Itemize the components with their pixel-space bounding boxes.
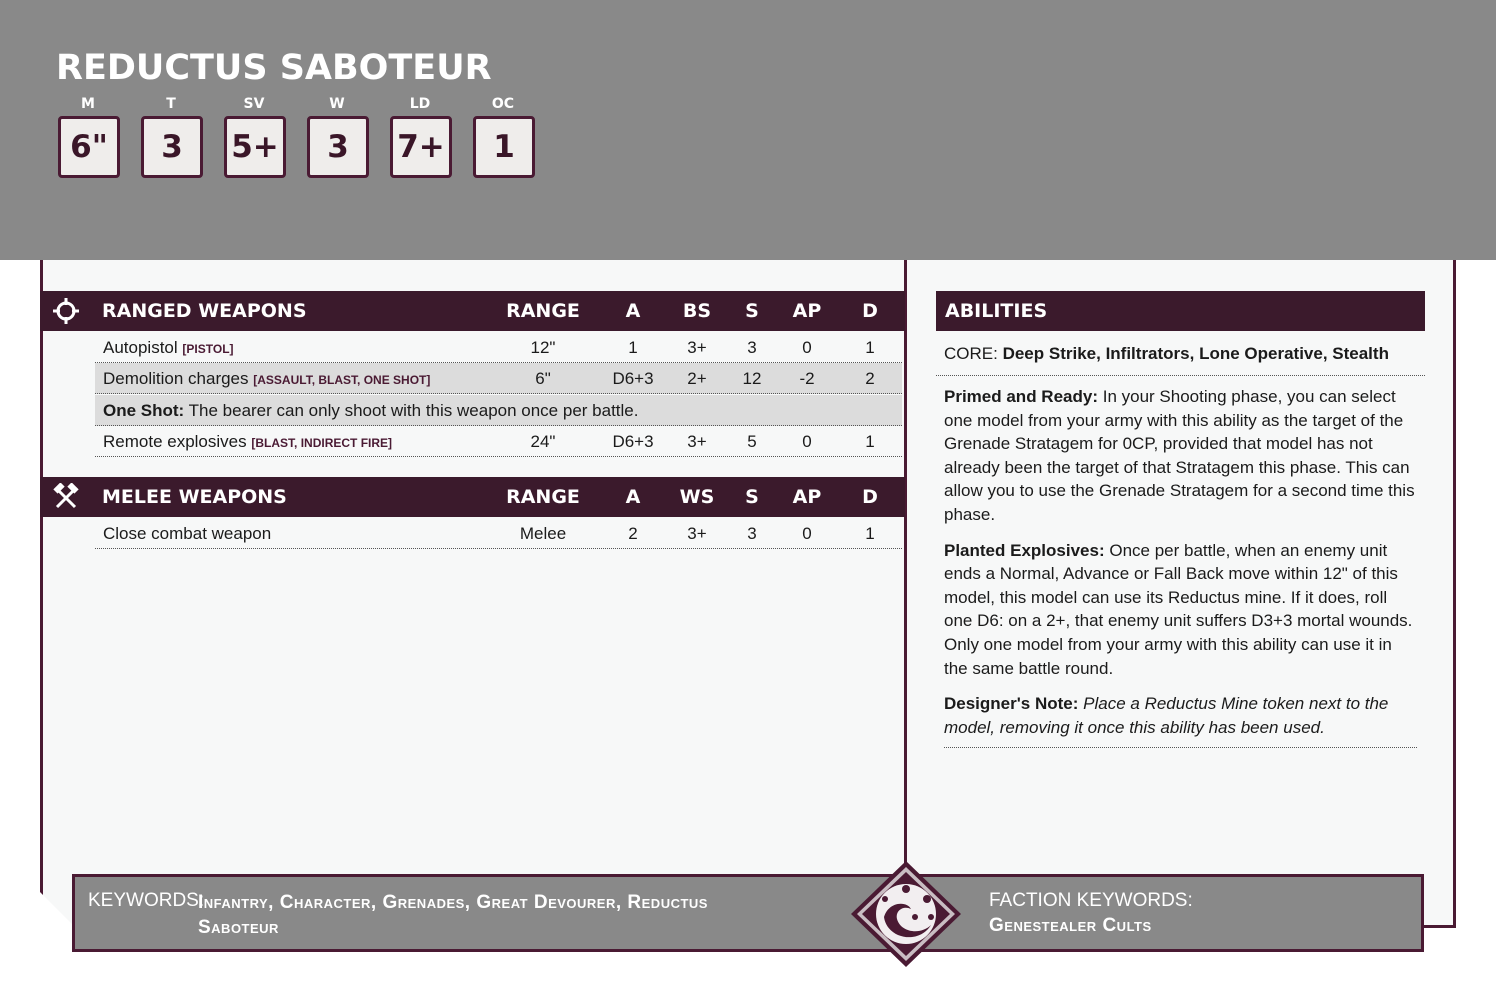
- cell-a: 1: [628, 338, 638, 357]
- weapon-keywords: [ASSAULT, BLAST, ONE SHOT]: [253, 373, 431, 387]
- weapon-row-close-combat-weapon: [95, 518, 902, 549]
- cell-range: 12": [530, 338, 556, 357]
- keywords-values: Infantry, Character, Grenades, Great Devourer, Reductus Saboteur: [198, 892, 708, 938]
- stat-value: 1: [473, 116, 535, 178]
- weapon-name: [103, 363, 430, 396]
- cell-s: 3: [747, 338, 757, 357]
- stat-value: 6": [58, 116, 120, 178]
- core-label: CORE:: [944, 344, 998, 363]
- stat-w: [307, 94, 369, 178]
- cell-a: 2: [628, 524, 638, 543]
- unit-header: [0, 0, 1496, 260]
- weapon-row-remote-explosives: [95, 426, 902, 457]
- cell-a: D6+3: [612, 432, 654, 451]
- stat-m: [58, 94, 120, 178]
- stat-label: LD: [409, 96, 431, 112]
- stat-value: 5+: [224, 116, 286, 178]
- stat-ld: [390, 94, 452, 178]
- ability-name: Planted Explosives:: [944, 540, 1105, 560]
- col-header-range: RANGE: [506, 300, 580, 322]
- ability-text: Place a Reductus Mine token next to the model, removing it once this ability has been used.: [944, 694, 1389, 737]
- stat-label: T: [166, 96, 176, 112]
- cell-ws: 3+: [687, 524, 707, 543]
- melee-weapons-header: [40, 477, 905, 517]
- weapon-row-demolition-charges: [95, 363, 902, 394]
- col-header-ap: AP: [792, 486, 822, 508]
- col-header-s: S: [745, 486, 759, 508]
- ability-primed-and-ready: [944, 385, 1417, 527]
- stat-label: OC: [491, 96, 515, 112]
- abilities-list: [936, 385, 1425, 748]
- col-header-d: D: [862, 486, 878, 508]
- stat-value: 7+: [390, 116, 452, 178]
- weapon-keywords: [BLAST, INDIRECT FIRE]: [251, 436, 393, 450]
- cell-bs: 3+: [687, 338, 707, 357]
- ability-text: In your Shooting phase, you can select one model from your army with this ability as the target of the Grenade Stratagem for 0CP, provided that model has not already been the target of that Stratagem this phase. This can allow you to use the Grenade Stratagem for a second time this phase.: [944, 387, 1415, 524]
- cell-range: 6": [535, 369, 551, 388]
- col-header-ap: AP: [792, 300, 822, 322]
- core-values: Deep Strike, Infiltrators, Lone Operative, Stealth: [1002, 344, 1389, 363]
- cell-a: D6+3: [612, 369, 654, 388]
- stat-oc: [473, 94, 535, 178]
- cell-d: 1: [865, 338, 875, 357]
- cell-s: 3: [747, 524, 757, 543]
- crossed-hammers-icon: [52, 483, 80, 511]
- stat-label: W: [329, 96, 345, 112]
- weapon-name: Close combat weapon: [103, 524, 272, 543]
- cell-range: Melee: [519, 524, 567, 543]
- cell-d: 1: [865, 524, 875, 543]
- weapon-row-autopistol: [95, 332, 902, 363]
- faction-keywords-values: Genestealer Cults: [989, 915, 1152, 936]
- ranged-weapons-title: RANGED WEAPONS: [102, 300, 307, 322]
- faction-keywords-label: FACTION KEYWORDS:: [989, 890, 1193, 911]
- weapon-name: [103, 332, 234, 365]
- genestealer-cults-emblem-icon: [849, 859, 963, 969]
- abilities-header: ABILITIES: [936, 291, 1425, 331]
- stat-value: 3: [141, 116, 203, 178]
- ability-text: Once per battle, when an enemy unit ends a Normal, Advance or Fall Back move within 12" of this model, this model can use its Reductus mine. If it does, roll one D6: on a 2+, that enemy unit suffers D3+3 mortal wounds. Only one model from your army with this ability can use it in the same battle round.: [944, 540, 1413, 678]
- one-shot-text: The bearer can only shoot with this weapon once per battle.: [188, 401, 639, 420]
- cell-ap: 0: [802, 432, 812, 451]
- unit-name: REDUCTUS SABOTEUR: [56, 48, 492, 88]
- one-shot-rule: [95, 395, 902, 426]
- cell-d: 1: [865, 432, 875, 451]
- one-shot-label: One Shot:: [103, 401, 185, 420]
- keywords-label: KEYWORDS:: [88, 890, 205, 911]
- cell-range: 24": [530, 432, 556, 451]
- cell-bs: 2+: [687, 369, 707, 388]
- stat-value: 3: [307, 116, 369, 178]
- weapon-name-text: Autopistol: [103, 338, 178, 357]
- col-header-range: RANGE: [506, 486, 580, 508]
- col-header-ws: WS: [679, 486, 715, 508]
- cell-bs: 3+: [687, 432, 707, 451]
- keywords-bar: [72, 874, 1424, 952]
- stat-label: SV: [243, 96, 265, 112]
- ranged-weapons-header: [40, 291, 905, 331]
- weapon-name: [103, 426, 392, 459]
- cell-ap: 0: [802, 338, 812, 357]
- cell-ap: -2: [799, 369, 815, 388]
- ability-name: Primed and Ready:: [944, 387, 1098, 406]
- col-header-a: A: [625, 486, 641, 508]
- stat-label: M: [81, 96, 95, 112]
- cell-d: 2: [865, 369, 875, 388]
- col-header-bs: BS: [682, 300, 712, 322]
- cell-ap: 0: [802, 524, 812, 543]
- column-divider: [904, 260, 907, 875]
- col-header-d: D: [862, 300, 878, 322]
- weapon-name-text: Remote explosives: [103, 432, 247, 451]
- weapon-name-text: Demolition charges: [103, 369, 249, 388]
- ability-planted-explosives: [944, 539, 1417, 681]
- stat-t: [141, 94, 203, 178]
- cell-s: 12: [742, 369, 762, 388]
- crosshair-icon: [52, 297, 80, 325]
- col-header-a: A: [625, 300, 641, 322]
- ability-name: Designer's Note:: [944, 694, 1079, 714]
- stat-sv: [224, 94, 286, 178]
- weapon-keywords: [PISTOL]: [182, 342, 234, 356]
- core-abilities: [936, 340, 1425, 376]
- melee-weapons-title: MELEE WEAPONS: [102, 486, 287, 508]
- col-header-s: S: [745, 300, 759, 322]
- designers-note: [944, 692, 1417, 748]
- cell-s: 5: [747, 432, 757, 451]
